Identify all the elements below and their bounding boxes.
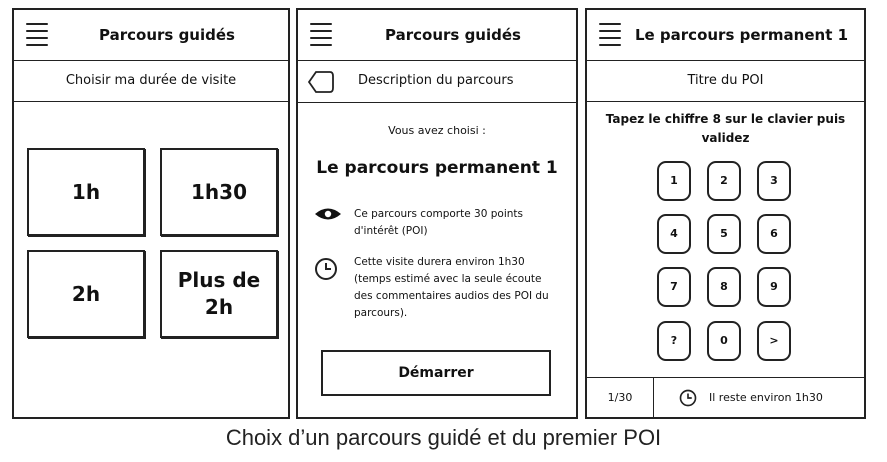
screen-route-description (296, 8, 578, 419)
poi-progress: 1/30 (587, 378, 654, 418)
screen-duration-choice (12, 8, 290, 419)
key-4[interactable]: 4 (657, 214, 691, 254)
key-help[interactable]: ? (657, 321, 691, 361)
menu-icon[interactable] (26, 23, 48, 45)
header (587, 10, 864, 61)
duration-info: Cette visite durera environ 1h30 (temps estimé avec la seule écoute des commentaires audios des POI du parcours). (354, 256, 549, 319)
poi-title: Titre du POI (587, 61, 864, 102)
duration-option-1h[interactable]: 1h (27, 148, 145, 236)
header (14, 10, 288, 61)
poi-count-info: Ce parcours comporte 30 points d'intérêt (POI) (354, 208, 523, 237)
key-9[interactable]: 9 (757, 267, 791, 307)
duration-option-1h30[interactable]: 1h30 (160, 148, 278, 236)
eye-icon (314, 206, 342, 222)
key-8[interactable]: 8 (707, 267, 741, 307)
duration-option-more-2h[interactable]: Plus de 2h (160, 250, 278, 338)
figure-caption: Choix d’un parcours guidé et du premier POI (225, 425, 662, 450)
key-2[interactable]: 2 (707, 161, 741, 201)
clock-icon (314, 257, 338, 281)
page-title: Parcours guidés (99, 26, 235, 44)
route-name: Le parcours permanent 1 (316, 158, 558, 178)
key-0[interactable]: 0 (707, 321, 741, 361)
key-1[interactable]: 1 (657, 161, 691, 201)
header (298, 10, 576, 61)
chosen-label: Vous avez choisi : (388, 124, 486, 137)
menu-icon[interactable] (599, 23, 621, 45)
key-validate[interactable]: > (757, 321, 791, 361)
key-5[interactable]: 5 (707, 214, 741, 254)
duration-option-2h[interactable]: 2h (27, 250, 145, 338)
divider (298, 102, 576, 103)
page-title: Parcours guidés (385, 26, 521, 44)
page-subtitle: Description du parcours (358, 73, 514, 88)
key-6[interactable]: 6 (757, 214, 791, 254)
page-subtitle: Choisir ma durée de visite (14, 61, 288, 102)
page-title: Le parcours permanent 1 (634, 26, 849, 44)
clock-icon (679, 389, 697, 407)
back-icon[interactable] (308, 70, 334, 94)
remaining-time: Il reste environ 1h30 (709, 391, 823, 404)
key-7[interactable]: 7 (657, 267, 691, 307)
start-button[interactable]: Démarrer (321, 350, 551, 396)
screen-poi-keypad (585, 8, 866, 419)
key-3[interactable]: 3 (757, 161, 791, 201)
keypad-instruction: Tapez le chiffre 8 sur le clavier puis validez (605, 112, 846, 145)
footer-bar (587, 377, 864, 418)
menu-icon[interactable] (310, 23, 332, 45)
